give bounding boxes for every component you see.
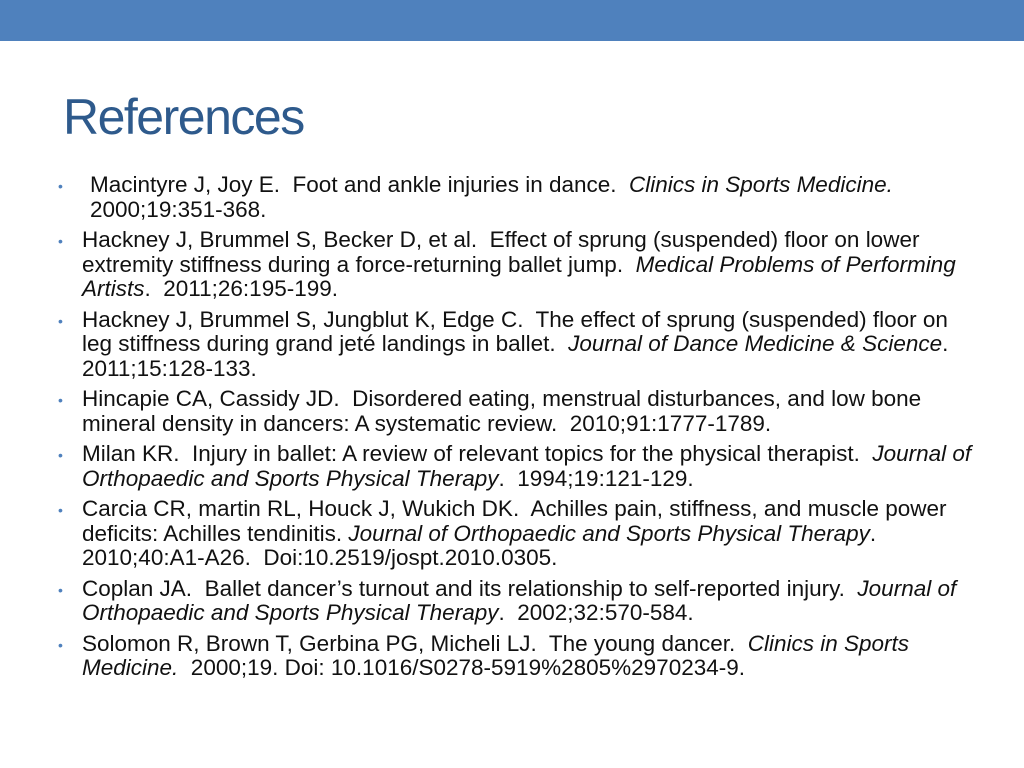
reference-details: 2000;19. Doi: 10.1016/S0278-5919%2805%2970234-9. bbox=[178, 655, 746, 680]
bullet-icon: • bbox=[58, 447, 63, 463]
reference-journal: Medical Problems of Performing Artists bbox=[82, 251, 962, 301]
reference-list bbox=[58, 172, 982, 687]
reference-journal: Journal of Orthopaedic and Sports Physical Therapy bbox=[82, 575, 963, 625]
reference-item bbox=[58, 496, 982, 571]
reference-journal: Journal of Dance Medicine & Science bbox=[568, 331, 943, 356]
reference-item bbox=[58, 630, 982, 681]
reference-journal: Journal of Orthopaedic and Sports Physical Therapy bbox=[82, 441, 978, 491]
bullet-icon: • bbox=[58, 636, 63, 653]
reference-details: . 2010;40:A1-A26. Doi:10.2519/jospt.2010.0305. bbox=[82, 520, 889, 570]
bullet-icon: • bbox=[58, 502, 63, 518]
reference-citation: Macintyre J, Joy E. Foot and ankle injuries in dance. bbox=[90, 172, 630, 197]
reference-citation: Hackney J, Brummel S, Becker D, et al. Effect of sprung (suspended) floor on lower extremity stiffness during a force-returning ballet jump. bbox=[82, 227, 926, 277]
bullet-icon: • bbox=[58, 392, 63, 408]
reference-journal: Clinics in Sports Medicine. bbox=[629, 172, 893, 197]
bullet-icon: • bbox=[58, 178, 63, 194]
reference-item bbox=[58, 172, 982, 222]
reference-item bbox=[58, 306, 982, 382]
reference-details: . 1994;19:121-129. bbox=[498, 465, 694, 491]
reference-journal: Clinics in Sports Medicine. bbox=[82, 630, 916, 680]
reference-citation: Hincapie CA, Cassidy JD. Disordered eating, menstrual disturbances, and low bone mineral density in dancers: A systematic review. 2010;91:1777-1789. bbox=[82, 386, 928, 436]
reference-details: 2000;19:351-368. bbox=[90, 172, 900, 222]
header-accent-bar bbox=[0, 0, 1024, 41]
reference-citation: Milan KR. Injury in ballet: A review of relevant topics for the physical therapist. bbox=[82, 441, 873, 466]
reference-item bbox=[58, 386, 982, 436]
reference-citation: Carcia CR, martin RL, Houck J, Wukich DK. Achilles pain, stiffness, and muscle power deficits: Achilles tendinitis. bbox=[82, 496, 953, 546]
reference-journal: Journal of Orthopaedic and Sports Physical Therapy bbox=[348, 520, 870, 546]
reference-item bbox=[58, 227, 982, 302]
reference-citation: Coplan JA. Ballet dancer’s turnout and its relationship to self-reported injury. bbox=[82, 575, 858, 601]
bullet-icon: • bbox=[58, 581, 63, 598]
reference-citation: Solomon R, Brown T, Gerbina PG, Micheli LJ. The young dancer. bbox=[82, 630, 748, 656]
reference-item bbox=[58, 441, 982, 491]
bullet-icon: • bbox=[58, 312, 63, 329]
slide-title: References bbox=[63, 89, 304, 145]
reference-details: . 2002;32:570-584. bbox=[498, 600, 694, 625]
reference-details: . 2011;26:195-199. bbox=[144, 276, 339, 301]
reference-citation: Hackney J, Brummel S, Jungblut K, Edge C. The effect of sprung (suspended) floor on leg stiffness during grand jeté landings in ballet. bbox=[82, 306, 955, 356]
bullet-icon: • bbox=[58, 233, 63, 249]
reference-item bbox=[58, 575, 982, 626]
reference-details: . 2011;15:128-133. bbox=[82, 331, 961, 381]
